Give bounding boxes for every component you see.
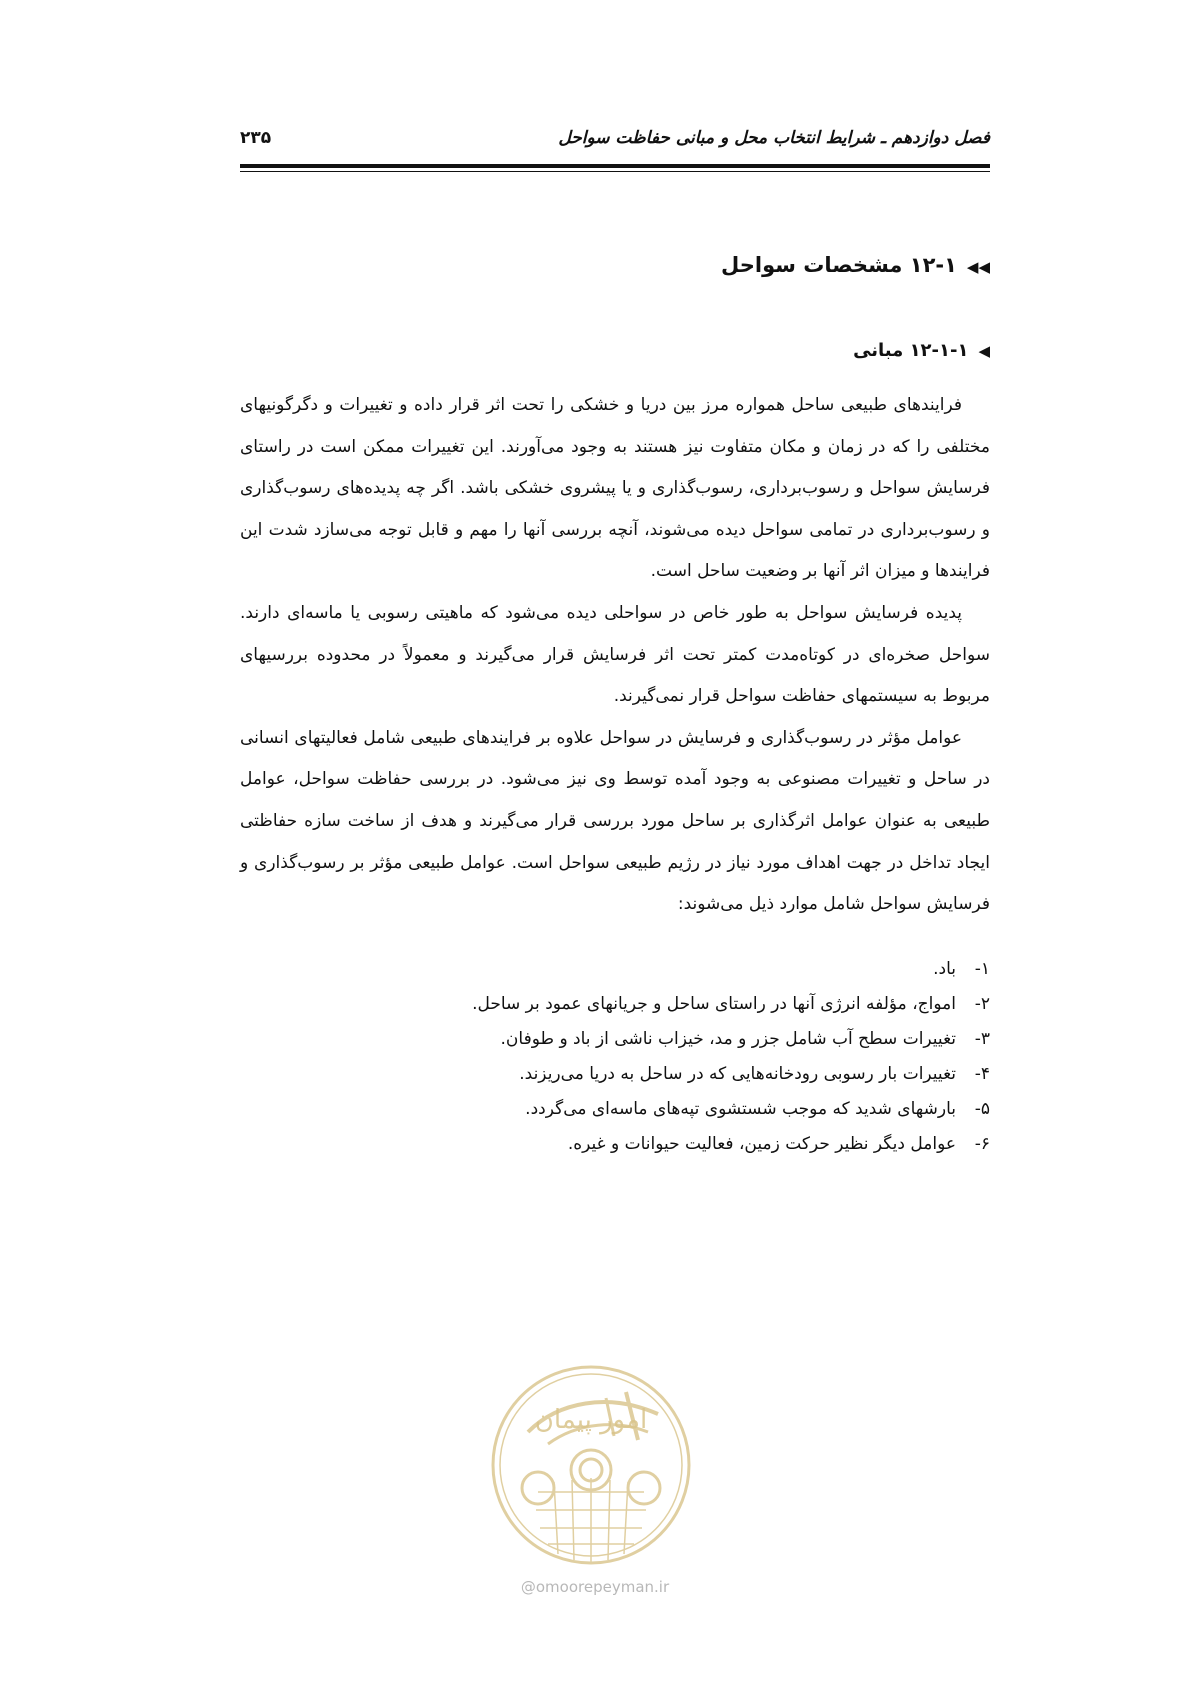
list-item-text: تغییرات سطح آب شامل جزر و مد، خیزاب ناشی از باد و طوفان. [500,1029,956,1049]
list-item [472,987,990,1022]
body-text [240,385,990,926]
watermark-logo-text: امور پیمان [534,1405,648,1435]
list-item-text: بارشهای شدید که موجب شستشوی تپه‌های ماسه‌ای می‌گردد. [525,1099,956,1119]
running-header [240,128,990,164]
list-item-number: ۱- [974,959,990,979]
double-triangle-icon: ◀◀ [966,258,990,276]
list-item-text: تغییرات بار رسوبی رودخانه‌هایی که در ساحل به دریا می‌ریزند. [519,1064,956,1084]
list-item-text: عوامل دیگر نظیر حرکت زمین، فعالیت حیوانات و غیره. [567,1134,956,1154]
watermark-url: @omoorepeyman.ir [520,1578,670,1596]
list-item [472,952,990,987]
subsection-heading-text: ۱۲-۱-۱ مبانی [853,340,969,361]
chapter-title: فصل دوازدهم ـ شرایط انتخاب محل و مبانی حفاظت سواحل [558,128,990,148]
list-item-number: ۴- [974,1064,990,1084]
paragraph: فرایندهای طبیعی ساحل همواره مرز بین دریا و خشکی را تحت اثر قرار داده و تغییرات و دگرگونیهای مختلفی را که در زمان و مکان متفاوت نیز هستند به وجود می‌آورند. این تغییرات ممکن است در راستای فرسایش سواحل و رسوب‌برداری، رسوب‌گذاری و یا پیشروی خشکی باشد. اگر چه پدیده‌های رسوب‌گذاری و رسوب‌برداری در تمامی سواحل دیده می‌شوند، آنچه بررسی آنها را مهم و قابل توجه می‌سازد شدت این فرایندها و میزان اثر آنها بر وضعیت ساحل است. [240,395,990,582]
list-item-number: ۲- [974,994,990,1014]
header-rule-thin [240,171,990,172]
list-item-text: امواج، مؤلفه انرژی آنها در راستای ساحل و جریانهای عمود بر ساحل. [472,994,956,1014]
header-rule-thick [240,164,990,168]
page-number: ۲۳۵ [240,128,272,148]
watermark-logo [488,1362,694,1568]
paragraph: عوامل مؤثر در رسوب‌گذاری و فرسایش در سواحل علاوه بر فرایندهای طبیعی شامل فعالیتهای انسانی در ساحل و تغییرات مصنوعی به وجود آمده توسط وی نیز می‌شود. در بررسی حفاظت سواحل، عوامل طبیعی به عنوان عوامل اثرگذاری بر ساحل مورد بررسی قرار می‌گیرند و هدف از ساخت سازه حفاظتی ایجاد تداخل در جهت اهداف مورد نیاز در رژیم طبیعی سواحل است. عوامل طبیعی مؤثر بر رسوب‌گذاری و فرسایش سواحل شامل موارد ذیل می‌شوند: [240,727,990,915]
paragraph: پدیده فرسایش سواحل به طور خاص در سواحلی دیده می‌شود که ماهیتی رسوبی یا ماسه‌ای دارند. سواحل صخره‌ای در کوتاه‌مدت کمتر تحت اثر فرسایش قرار می‌گیرند و معمولاً در محدوده بررسیهای مربوط به سیستمهای حفاظت سواحل قرار نمی‌گیرند. [240,602,990,707]
list-item-text: باد. [933,959,956,979]
list-item [472,1092,990,1127]
factors-list [472,952,990,1162]
section-heading [721,253,990,277]
list-item [472,1127,990,1162]
list-item [472,1057,990,1092]
section-heading-text: ۱۲-۱ مشخصات سواحل [721,253,957,277]
list-item [472,1022,990,1057]
subsection-heading [853,340,990,361]
triangle-icon: ◀ [978,342,990,360]
list-item-number: ۳- [974,1029,990,1049]
list-item-number: ۵- [974,1099,990,1119]
list-item-number: ۶- [974,1134,990,1154]
